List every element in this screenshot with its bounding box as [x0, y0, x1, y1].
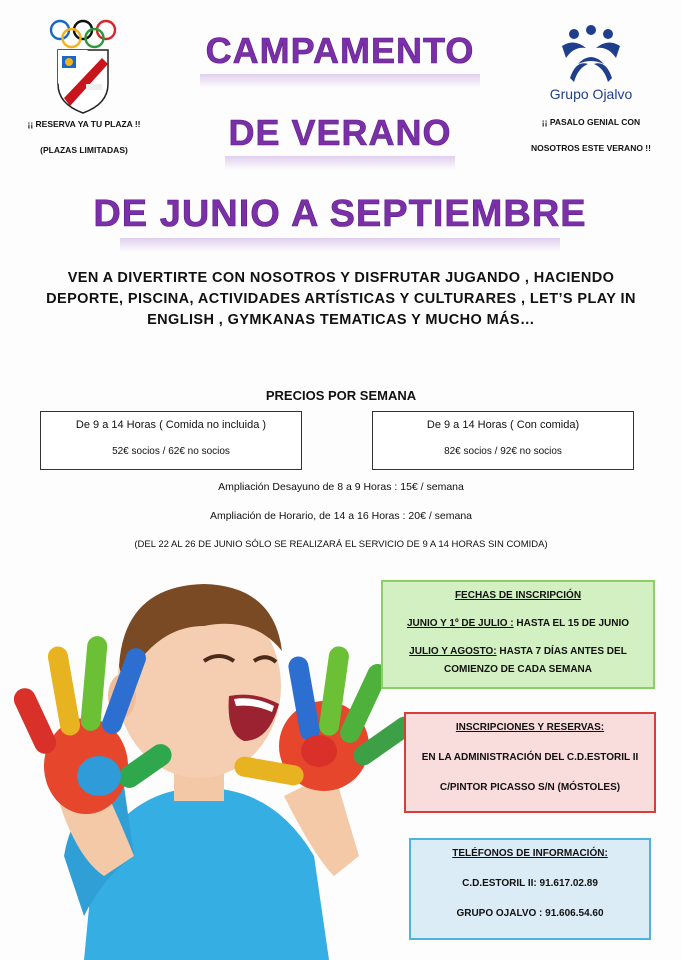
ojalvo-logo-icon	[556, 24, 626, 84]
registration-dates-row-1-label: JUNIO Y 1º DE JULIO :	[406, 618, 514, 629]
intro-paragraph	[36, 268, 646, 331]
signup-location: EN LA ADMINISTRACIÓN DEL C.D.ESTORIL II	[421, 752, 639, 763]
registration-dates-box	[381, 580, 655, 689]
phones-box	[409, 838, 651, 940]
club-shield-icon	[58, 50, 108, 113]
phone-ojalvo: GRUPO OJALVO : 91.606.54.60	[456, 908, 604, 919]
title-reflection-2	[225, 156, 455, 170]
title-reflection-3	[120, 238, 560, 252]
club-logo	[48, 18, 118, 114]
title-reflection-1	[200, 74, 480, 88]
registration-dates-row-2-cont: COMIENZO DE CADA SEMANA	[444, 664, 592, 675]
intro-line-1: VEN A DIVERTIRTE CON NOSOTROS Y DISFRUTAR JUGANDO , HACIENDO	[67, 270, 615, 286]
price-box-with-meal	[372, 411, 634, 470]
ojalvo-slogan-line-2: NOSOTROS ESTE VERANO !!	[531, 143, 651, 153]
registration-dates-row-2-value: HASTA 7 DÍAS ANTES DEL	[496, 646, 627, 657]
price-box-no-meal-hours: De 9 a 14 Horas ( Comida no incluida )	[75, 419, 267, 431]
signup-heading: INSCRIPCIONES Y RESERVAS:	[455, 722, 605, 733]
price-box-with-meal-hours: De 9 a 14 Horas ( Con comida)	[426, 419, 580, 431]
schedule-note: (DEL 22 AL 26 DE JUNIO SÓLO SE REALIZARÁ EL SERVICIO DE 9 A 14 HORAS SIN COMIDA)	[134, 539, 548, 550]
extension-breakfast: Ampliación Desayuno de 8 a 9 Horas : 15€ / semana	[218, 481, 464, 493]
price-box-no-meal-price: 52€ socios / 62€ no socios	[112, 446, 230, 457]
price-box-no-meal	[40, 411, 302, 470]
title-date-range: DE JUNIO A SEPTIEMBRE	[93, 193, 587, 235]
extension-hours: Ampliación de Horario, de 14 a 16 Horas : 20€ / semana	[209, 510, 473, 522]
registration-dates-heading: FECHAS DE INSCRIPCIÓN	[454, 590, 582, 601]
registration-dates-row-1	[383, 618, 653, 629]
phone-estoril: C.D.ESTORIL II: 91.617.02.89	[462, 878, 598, 889]
registration-dates-row-2	[383, 646, 653, 657]
prices-heading: PRECIOS POR SEMANA	[265, 388, 417, 403]
signup-address: C/PINTOR PICASSO S/N (MÓSTOLES)	[439, 782, 621, 793]
ojalvo-name: Grupo Ojalvo	[549, 86, 633, 102]
olympic-rings-icon	[51, 21, 115, 47]
intro-line-3: ENGLISH , GYMKANAS TEMATICAS Y MUCHO MÁS…	[147, 312, 535, 328]
ojalvo-slogan-line-1: ¡¡ PASALO GENIAL CON	[541, 117, 641, 127]
club-reserve-text: ¡¡ RESERVA YA TU PLAZA !!	[27, 119, 141, 129]
child-painted-hands-image	[14, 556, 414, 960]
club-limited-text: (PLAZAS LIMITADAS)	[40, 145, 128, 155]
title-de-verano: DE VERANO	[228, 112, 452, 153]
phones-heading: TELÉFONOS DE INFORMACIÓN:	[452, 848, 608, 859]
price-box-with-meal-price: 82€ socios / 92€ no socios	[444, 446, 562, 457]
signup-box	[404, 712, 656, 813]
registration-dates-row-2-label: JULIO Y AGOSTO:	[409, 646, 497, 657]
intro-line-2: DEPORTE, PISCINA, ACTIVIDADES ARTÍSTICAS Y CULTURARES , LET’S PLAY IN	[46, 291, 636, 307]
title-campamento: CAMPAMENTO	[205, 30, 475, 71]
registration-dates-row-1-value: HASTA EL 15 DE JUNIO	[513, 618, 630, 629]
